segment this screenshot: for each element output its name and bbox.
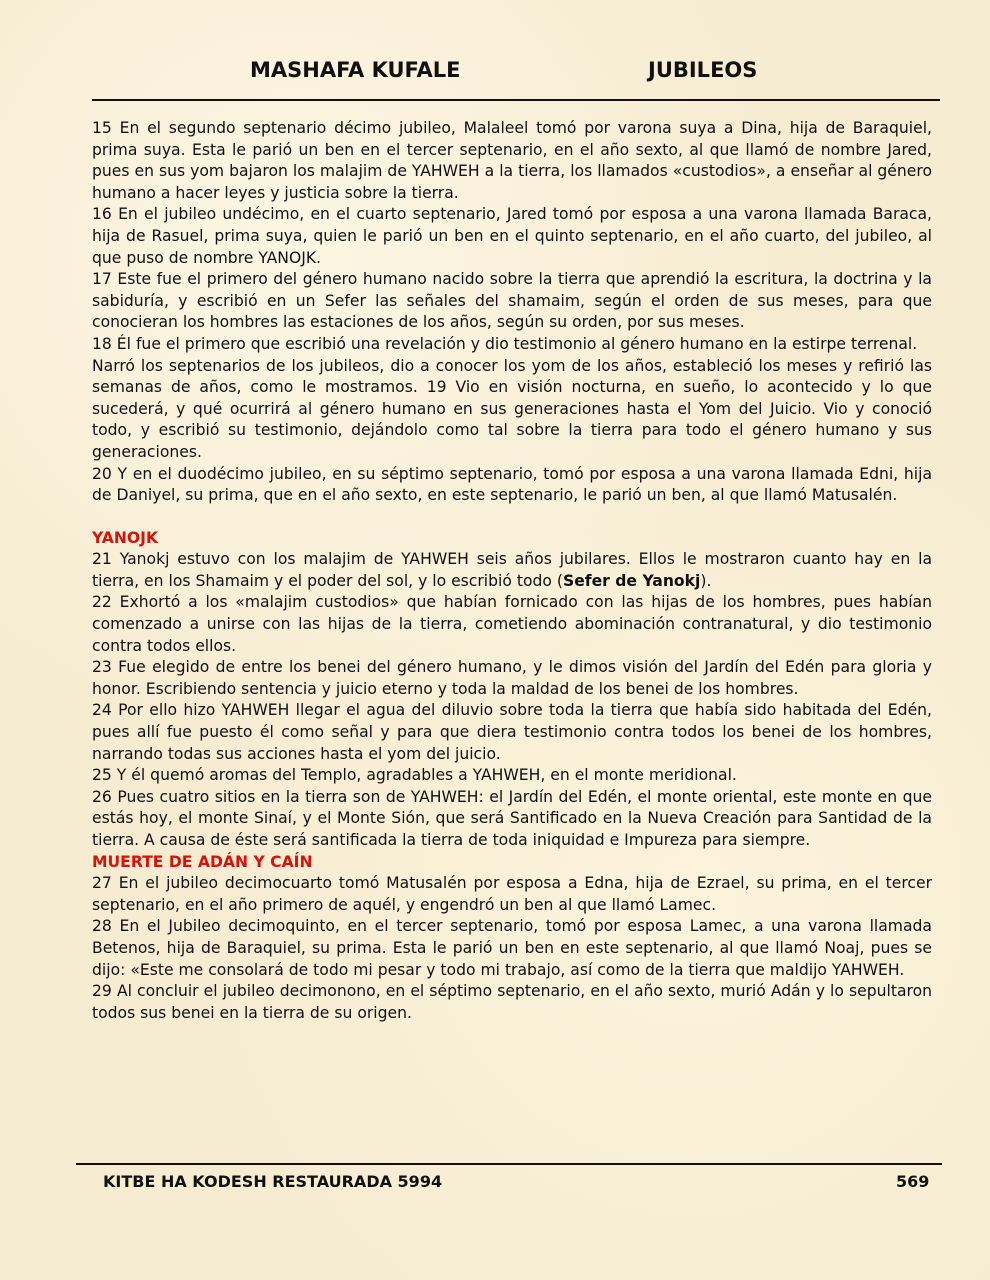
page-number: 569 [896, 1172, 930, 1191]
paragraph: 27 En el jubileo decimocuarto tomó Matusalén por esposa a Edna, hija de Ezrael, su prima, en el tercer septenario, en el año primero de aquél, y engendró un ben al que llamó Lamec. [92, 874, 932, 914]
paragraph: 20 Y en el duodécimo jubileo, en su séptimo septenario, tomó por esposa a una varona llamada Edni, hija de Daniyel, su prima, que en el año sexto, en este septenario, le parió un ben, al que llamó Matusalén. [92, 464, 932, 505]
paragraph-text: 21 Yanokj estuvo con los malajim de YAHWEH seis años jubilares. Ellos le mostraron cuanto hay en la tierra, en los Shamaim y el poder del sol, y lo escribió todo ( [92, 550, 932, 590]
paragraph: 26 Pues cuatro sitios en la tierra son de YAHWEH: el Jardín del Edén, el monte oriental, este monte en que estás hoy, el monte Sinaí, y el Monte Sión, que será Santificado en la Nueva Creación para Santidad de la tierra. A causa de éste será santificada la tierra de toda iniquidad e Impureza para siempre. [92, 787, 932, 849]
spacer [92, 507, 932, 528]
page-body [92, 118, 932, 1024]
book-title: MASHAFA KUFALE [250, 58, 461, 82]
paragraph: 29 Al concluir el jubileo decimonono, en el séptimo septenario, en el año sexto, murió Adán y lo sepultaron todos sus benei en la tierra de su origen. [92, 982, 932, 1022]
page-header [92, 58, 940, 98]
section-title: JUBILEOS [648, 58, 758, 82]
paragraph-text: ). [700, 571, 712, 590]
paragraph: 22 Exhortó a los «malajim custodios» que habían fornicado con las hijas de los hombres, pues habían comenzado a unirse con las hijas de la tierra, cometiendo abominación contranatural, y dio testimonio contra todos ellos. [92, 593, 932, 655]
paragraph: 17 Este fue el primero del género humano nacido sobre la tierra que aprendió la escritura, la doctrina y la sabiduría, y escribió en un Sefer las señales del shamaim, según el orden de sus meses, para que conocieran los hombres las estaciones de los años, según su orden, por sus meses. [92, 270, 932, 332]
paragraph: 24 Por ello hizo YAHWEH llegar el agua del diluvio sobre toda la tierra que había sido habitada del Edén, pues allí fue puesto él como señal y para que diera testimonio contra todos los benei de los hombres, narrando todas sus acciones hasta el yom del juicio. [92, 701, 932, 763]
heading-muerte-de-adan: MUERTE DE ADÁN Y CAÍN [92, 852, 313, 871]
paragraph: 25 Y él quemó aromas del Templo, agradables a YAHWEH, en el monte meridional. [92, 766, 737, 785]
paragraph: Narró los septenarios de los jubileos, dio a conocer los yom de los años, estableció los meses y refirió las semanas de años, como le mostramos. 19 Vio en visión nocturna, en sueño, lo acontecido y lo que sucederá, y qué ocurrirá al género humano en sus generaciones hasta el Yom del Juicio. Vio y conoció todo, y escribió su testimonio, dejándolo como tal sobre la tierra para todo el género humano y sus generaciones. [92, 356, 932, 461]
footer-book-title: KITBE HA KODESH RESTAURADA 5994 [103, 1172, 443, 1191]
paragraph: 23 Fue elegido de entre los benei del género humano, y le dimos visión del Jardín del Edén para gloria y honor. Escribiendo sentencia y juicio eterno y toda la maldad de los benei de los hombres. [92, 658, 932, 698]
heading-yanojk: YANOJK [92, 528, 159, 547]
header-rule [92, 99, 940, 101]
paragraph: 18 Él fue el primero que escribió una revelación y dio testimonio al género humano en la estirpe terrenal. [92, 334, 918, 353]
paragraph: 16 En el jubileo undécimo, en el cuarto septenario, Jared tomó por esposa a una varona llamada Baraca, hija de Rasuel, prima suya, quien le parió un ben en el quinto septenario, en el año cuarto, del jubileo, al que puso de nombre YANOJK. [92, 205, 932, 267]
paragraph: 15 En el segundo septenario décimo jubileo, Malaleel tomó por varona suya a Dina, hija de Baraquiel, prima suya. Esta le parió un ben en el tercer septenario, en el año sexto, al que llamó de nombre Jared, pues en sus yom bajaron los malajim de YAHWEH a la tierra, los llamados «custodios», a enseñar al género humano a hacer leyes y justicia sobre la tierra. [92, 119, 932, 202]
footer-rule [76, 1163, 942, 1165]
paragraph: 28 En el Jubileo decimoquinto, en el tercer septenario, tomó por esposa Lamec, a una varona llamada Betenos, hija de Baraquiel, su prima. Esta le parió un ben en este septenario, al que llamó Noaj, pues se dijo: «Este me consolará de todo mi pesar y todo mi trabajo, así como de la tierra que maldijo YAHWEH. [92, 917, 932, 979]
book-reference: Sefer de Yanokj [562, 571, 701, 590]
paragraph [92, 549, 932, 592]
